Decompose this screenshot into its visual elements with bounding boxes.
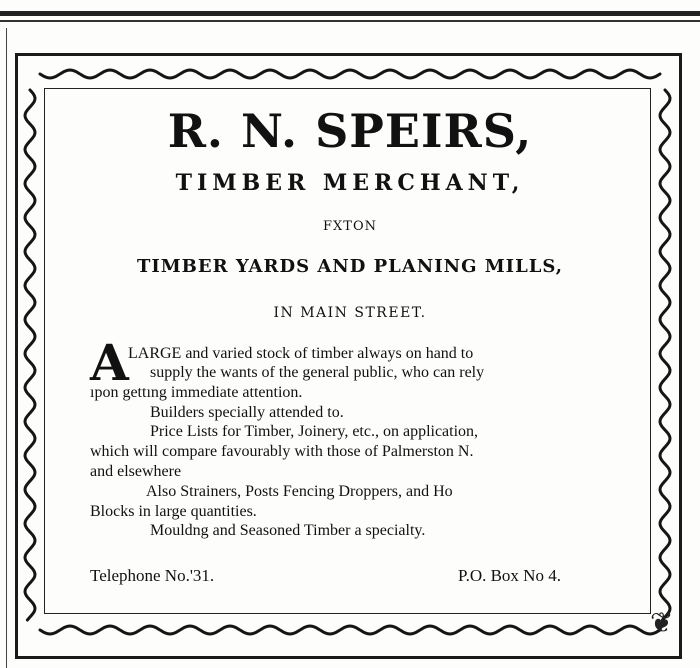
- body-line: Blocks in large quantities.: [90, 503, 257, 520]
- top-rule-thick: [0, 11, 700, 16]
- top-rule-thin: [0, 20, 700, 22]
- body-line: and elsewhere: [90, 463, 182, 480]
- trade-title: TIMBER MERCHANT,: [175, 170, 525, 196]
- body-line: Price Lists for Timber, Joinery, etc., on application,: [150, 423, 479, 440]
- po-box-line: P.O. Box No 4.: [458, 566, 561, 585]
- body-line: LARGE and varied stock of timber always on hand to: [128, 345, 474, 362]
- yards-heading: TIMBER YARDS AND PLANING MILLS,: [136, 256, 564, 277]
- wavy-border-bottom-icon: [40, 620, 660, 640]
- body-line: Also Strainers, Posts Fencing Droppers, and Ho: [146, 483, 453, 500]
- wavy-border-top-icon: [40, 64, 660, 84]
- merchant-name: R. N. SPEIRS,: [167, 104, 533, 158]
- body-line: Builders specially attended to.: [150, 404, 344, 421]
- body-line: ıpon gettıng immediate attention.: [90, 384, 303, 401]
- street-line: IN MAIN STREET.: [273, 305, 427, 321]
- telephone-line: Telephone No.'31.: [90, 566, 215, 585]
- body-line: supply the wants of the general public, who can rely: [150, 364, 485, 381]
- leaf-ornament-icon: ❦: [650, 606, 674, 639]
- body-line: which will compare favourably with those of Palmerston N.: [90, 443, 474, 460]
- town-name: FXTON: [323, 219, 377, 234]
- drop-cap: A: [90, 333, 129, 392]
- body-line: Mouldng and Seasoned Timber a specialty.: [150, 522, 426, 539]
